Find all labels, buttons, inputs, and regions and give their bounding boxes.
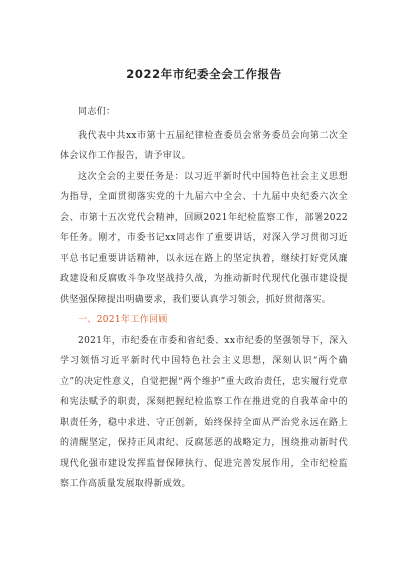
- section-heading: 一、2021年工作回顾: [78, 315, 168, 325]
- review-paragraph: 2021年，市纪委在市委和省纪委、xx市纪委的坚强领导下，深入学习领悟习近平新时代中国特色社会主义思想，深刻认识“两个确立”的决定性意义，自觉把握“两个维护”重大政治责任，忠实履行党章和宪法赋予的职责，深刻把握纪检监察工作在推进党的自我革命中的职责任务，稳中求进、守正创新，始终保持全面从严治党永远在路上的清醒坚定，保持正风肃纪、反腐惩恶的战略定力，围绕推动新时代现代化强市建设发挥监督保障执行、促进完善发展作用，全市纪检监察工作高质量发展取得新成效。: [60, 335, 348, 489]
- main-task-paragraph: 这次全会的主要任务是：以习近平新时代中国特色社会主义思想为指导，全面贯彻落实党的十九届六中全会、十九届中央纪委六次全会、市第十五次党代会精神，回顾2021年纪检监察工作，部署2022年任务。刚才，市委书记xx同志作了重要讲话，对深入学习贯彻习近平总书记重要讲话精神，以永远在路上的坚定执着，继续打好党风廉政建设和反腐败斗争攻坚战持久战，为推动新时代现代化强市建设提供坚强保障提出明确要求，我们要认真学习领会，抓好贯彻落实。: [60, 171, 348, 305]
- intro-paragraph: 我代表中共xx市第十五届纪律检查委员会常务委员会向第二次全体会议作工作报告，请予审议。: [60, 130, 348, 161]
- document-title: 2022年市纪委全会工作报告: [126, 67, 282, 81]
- greeting: 同志们：: [78, 107, 116, 117]
